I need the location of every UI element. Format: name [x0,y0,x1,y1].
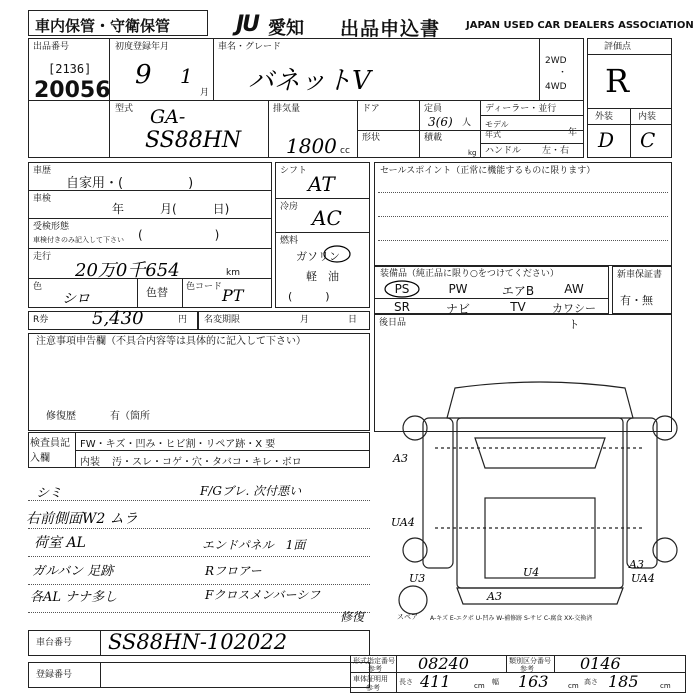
rating-label: 評価点 [604,42,632,52]
int-label: 内装 [638,112,657,122]
equip-ps: PS [394,282,410,296]
receipt-sub: 車検付きのみ記入して下さい [33,236,124,244]
width-label: 幅 [492,678,499,686]
spare-label: スペア [397,613,418,621]
rear-day-label: 後日品 [379,318,407,328]
note-4: ガルバン 足跡 [32,564,114,579]
mark-a3-left: A3 [393,452,408,465]
mark-ua4-left: UA4 [391,516,415,529]
aircon-value: AC [312,206,342,230]
dims-sub: 参考 [366,684,380,692]
note-right-5: 修復 [340,610,365,624]
doors-label: ドア [362,104,380,114]
drive-4wd: 4WD [545,82,567,92]
shift-label: シフト [280,166,308,176]
height-value: 185 [608,672,639,691]
lot-bracket: [2136] [48,62,92,76]
equip-aw: AW [564,282,584,296]
color-label: 色 [33,282,43,292]
handle-options: 左・右 [542,146,570,156]
top-left-title: 車内保管・守衛保管 [35,17,171,35]
notes-label: 注意事項申告欄（不具合内容等は具体的に記入して下さい） [36,336,306,347]
color-change-label: 色替 [146,286,168,299]
width-unit: cm [568,682,579,690]
dims-label: 車体証明用 [353,675,388,683]
recycle-value: 5,430 [92,308,144,329]
fuel-diesel: 軽 油 [306,270,339,283]
note-right-2: エンドパネル 1面 [202,538,306,552]
displacement-label: 排気量 [273,104,301,114]
mark-u4-center: U4 [523,566,540,579]
type-desig-label: 形式指定番号 [353,657,395,665]
history-value: 自家用・( ) [66,176,194,191]
reg-no-label: 登録番号 [36,670,73,680]
recycle-label: R券 [33,315,49,325]
warranty-value: 有・無 [620,294,653,307]
car-name-label: 車名・グレード [218,42,282,52]
first-reg-month: 1 [180,64,193,88]
equip-seat: カワシート [552,302,596,331]
notes-box [28,333,370,431]
recycle-unit: 円 [178,315,188,325]
color-value: シロ [62,291,90,307]
equip-sr: SR [394,300,410,314]
org-name: 愛知 [268,18,304,39]
height-label: 高さ [584,678,598,686]
mileage-label: 走行 [33,252,52,262]
capacity-label: 定員 [424,104,443,114]
receipt-value: ( ) [138,228,220,242]
repair-label: 修復歴 [46,411,76,422]
inspector-row2-prefix: 内装 [80,457,100,468]
note-3: 荷室 AL [34,535,86,551]
length-unit: cm [474,682,485,690]
note-5: 各AL ナナ多し [30,590,118,605]
int-value: C [640,128,656,152]
org-english: JAPAN USED CAR DEALERS ASSOCIATION [466,20,694,31]
height-unit: cm [660,682,671,690]
note-right-4: Fクロスメンバーシフ [205,588,321,602]
first-reg-label: 初度登録年月 [115,42,170,52]
name-change-label: 名変期限 [204,315,241,325]
note-2: 右前側面W2 ムラ [26,511,138,527]
width-value: 163 [518,672,549,691]
color-code-value: PT [222,286,244,305]
note-right-3: Rフロアー [205,564,262,578]
lot-number: 20056 [34,78,111,103]
equip-pw: PW [448,282,468,296]
lot-label: 出品番号 [33,42,70,52]
mileage-value: 20万0千654 [75,260,180,281]
equipment-label: 装備品（純正品に限り○をつけてください） [380,269,559,279]
capacity-unit: 人 [462,118,472,128]
top-left-title-box [28,10,208,36]
chassis-label: 車台番号 [36,638,73,648]
class-desig-sub: 参考 [520,665,534,673]
car-damage-diagram [391,378,685,608]
history-label: 車歴 [33,166,52,176]
model-line1: GA- [150,106,186,128]
fuel-other: ( ) [288,290,330,303]
type-desig-sub: 参考 [368,665,382,673]
drive-2wd: 2WD [545,56,567,66]
sales-point-box [374,162,672,266]
ext-value: D [598,128,615,152]
inspection-label: 車検 [33,194,52,204]
rating-value: R [605,62,630,100]
handle-label: ハンドル [485,146,522,156]
sales-point-label: セールスポイント（正常に機能するものに限ります） [380,166,596,176]
aircon-label: 冷房 [280,202,299,212]
inspector-row1: FW・キズ・凹み・ヒビ割・リペア跡・X 要 [80,439,276,450]
load-unit: kg [468,149,477,157]
warranty-label: 新車保証書 [617,270,663,280]
name-change-day: 日 [348,315,358,325]
dealer-label: ディーラー・並行 [485,104,557,114]
model-year-label: モデル年式 [485,120,509,139]
car-name-value: バネットV [248,66,371,96]
class-desig-label: 類別区分番号 [509,657,551,665]
fuel-gas-circle [322,244,352,264]
doc-title: 出品申込書 [340,18,441,40]
mark-ua4-right: UA4 [631,572,655,585]
model-year-unit: 年 [568,128,578,138]
reg-no-box [28,662,370,688]
equip-navi: ナビ [445,302,470,316]
note-right-1: F/Gブレ. 次付悪い [200,484,302,498]
capacity-value: 3(6) [428,115,453,129]
mileage-unit: km [226,268,240,278]
fuel-gas: ガソリン [296,250,340,263]
length-value: 411 [420,672,451,691]
drive-dot: ・ [558,68,568,78]
note-1: シミ [36,486,63,501]
receipt-label: 受検形態 [33,222,70,232]
inspection-value: 年 月( 日) [112,202,230,216]
chassis-value: SS88HN-102022 [108,630,288,654]
first-reg-month-unit: 月 [200,88,210,98]
damage-legend: A-キズ E-エクボ U-凹み W-補修跡 S-サビ C-腐食 XX-交換済 [430,615,593,622]
shift-value: AT [308,172,335,196]
inspector-row2: 汚・スレ・コゲ・穴・タバコ・キレ・ボロ [112,457,302,468]
displacement-unit: cc [340,146,350,156]
load-label: 積載 [424,133,443,143]
ext-label: 外装 [595,112,614,122]
mark-a3-rear: A3 [487,590,502,603]
fuel-label: 燃料 [280,236,299,246]
equip-tv: TV [510,300,526,314]
displacement-value: 1800 [286,134,337,158]
first-reg-year: 9 [135,60,152,90]
name-change-month: 月 [300,315,310,325]
model-line2: SS88HN [145,128,242,153]
mark-a3-right: A3 [629,558,644,571]
equip-airbag: エアB [501,284,535,298]
color-code-label: 色コード [186,282,223,292]
mark-u3-left: U3 [409,572,426,585]
model-label: 型式 [115,104,134,114]
inspector-label: 検査員記入欄 [30,438,70,464]
length-label: 長さ [399,678,413,686]
type-desig-value: 08240 [418,654,469,673]
shape-label: 形状 [362,133,381,143]
org-logo: JU [236,12,259,37]
equip-ps-circle [382,279,422,299]
class-desig-value: 0146 [580,654,621,673]
repair-value: 有（箇所 [110,411,150,422]
